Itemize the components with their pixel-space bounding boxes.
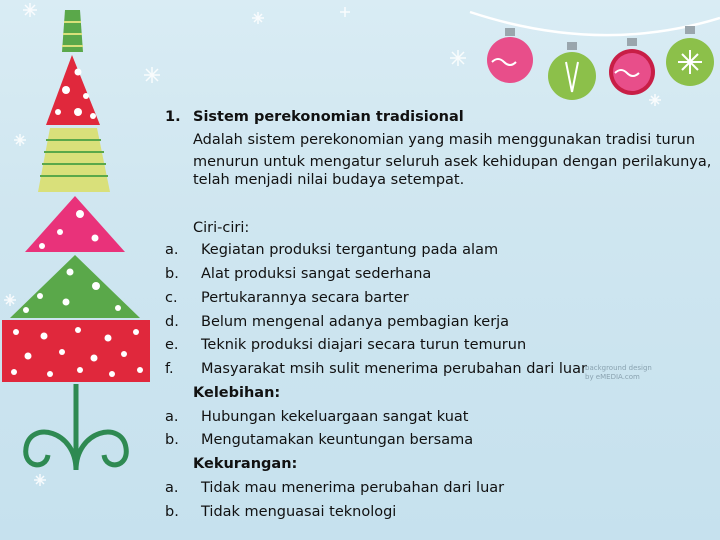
- list-item: Masyarakat msih sulit menerima perubahan dari luar: [201, 361, 587, 377]
- definition-line: telah menjadi nilai budaya setempat.: [193, 172, 465, 188]
- watermark-text: by eMEDIA.com: [585, 373, 640, 381]
- watermark-text: background design: [585, 364, 652, 372]
- heading-number: 1.: [165, 109, 181, 125]
- list-item: Teknik produksi diajari secara turun temurun: [201, 337, 527, 353]
- list-marker: b.: [165, 266, 179, 282]
- ciri-label: Ciri-ciri:: [193, 220, 250, 236]
- list-marker: d.: [165, 314, 179, 330]
- list-item: Kegiatan produksi tergantung pada alam: [201, 242, 499, 258]
- definition-line: Adalah sistem perekonomian yang masih menggunakan tradisi turun: [193, 132, 696, 148]
- page-title: Sistem perekonomian tradisional: [193, 109, 464, 125]
- list-item: Tidak menguasai teknologi: [201, 504, 397, 520]
- definition-line: menurun untuk mengatur seluruh asek kehidupan dengan perilakunya,: [193, 154, 712, 170]
- kelebihan-label: Kelebihan:: [193, 385, 281, 401]
- list-marker: b.: [165, 432, 179, 448]
- list-marker: a.: [165, 409, 179, 425]
- list-marker: e.: [165, 337, 179, 353]
- list-marker: a.: [165, 480, 179, 496]
- kekurangan-label: Kekurangan:: [193, 456, 298, 472]
- list-item: Belum mengenal adanya pembagian kerja: [201, 314, 510, 330]
- list-marker: b.: [165, 504, 179, 520]
- list-marker: a.: [165, 242, 179, 258]
- list-item: Alat produksi sangat sederhana: [201, 266, 432, 282]
- list-marker: f.: [165, 361, 174, 377]
- list-marker: c.: [165, 290, 178, 306]
- list-item: Pertukarannya secara barter: [201, 290, 409, 306]
- list-item: Mengutamakan keuntungan bersama: [201, 432, 474, 448]
- list-item: Hubungan kekeluargaan sangat kuat: [201, 409, 469, 425]
- list-item: Tidak mau menerima perubahan dari luar: [201, 480, 505, 496]
